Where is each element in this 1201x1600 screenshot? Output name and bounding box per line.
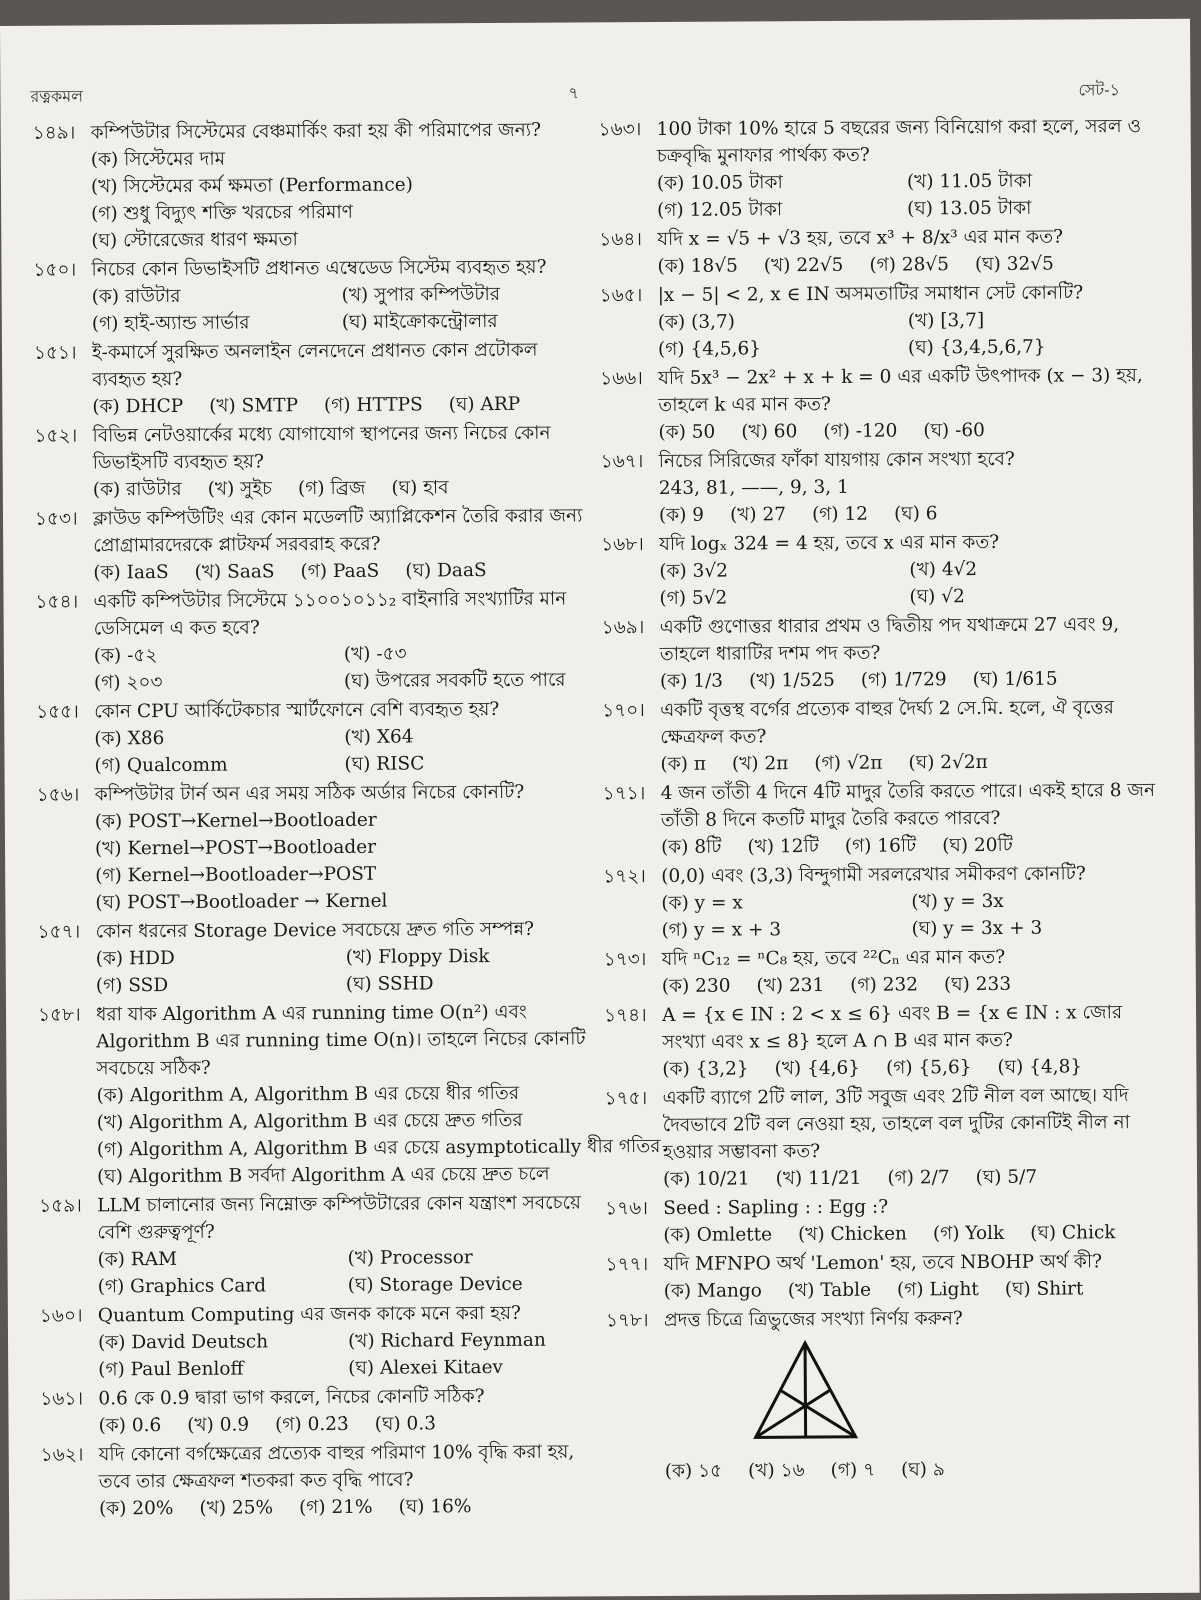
- option-2: (খ) [3,7]: [907, 309, 985, 332]
- right-column: [599, 113, 1167, 1487]
- question-item: [604, 1082, 1165, 1193]
- question-text: বিভিন্ন নেটওয়ার্কের মধ্যে যোগাযোগ স্থাপনের জন্য নিচের কোন ডিভাইসটি ব্যবহৃত হয়?: [92, 422, 551, 474]
- option-2: (খ) ১৬: [748, 1460, 805, 1482]
- question-stem: [605, 1192, 1165, 1222]
- option-4: (ঘ) {4,8}: [997, 1056, 1083, 1078]
- option-4: (ঘ) 2√2π: [908, 751, 988, 774]
- options-group: [601, 555, 1161, 612]
- question-item: [603, 860, 1163, 944]
- options-group: [36, 639, 586, 696]
- option-2: (খ) 4√2: [909, 559, 978, 581]
- question-number: ১৬৬।: [600, 368, 643, 390]
- option-4: (ঘ) Algorithm B সর্বদা Algorithm A এর চেয়ে দ্রুত চলে: [96, 1163, 550, 1188]
- question-number: ১৭৭।: [605, 1254, 649, 1276]
- question-text: কম্পিউটার টার্ন অন এর সময় সঠিক অর্ডার নিচের কোনটি?: [94, 781, 525, 806]
- question-number: ১৭৩।: [603, 949, 647, 971]
- option-1: (ক) 230: [661, 975, 731, 997]
- options-group: [33, 143, 584, 254]
- question-number: ১৫৫।: [36, 701, 79, 723]
- question-item: [33, 253, 583, 337]
- question-text: একটি বৃত্তস্থ বর্গের প্রত্যেক বাহুর দৈর্ঘ্য 2 সে.মি. হলে, ঐ বৃত্তের ক্ষেত্রফল কত?: [660, 697, 1114, 748]
- option-1: (ক) 0.6̇: [98, 1415, 162, 1437]
- option-4: (ঘ) মাইক্রোকন্ট্রোলার: [341, 310, 498, 333]
- option-2: (খ) 11/21: [775, 1167, 862, 1190]
- question-number: ১৫৩।: [34, 508, 78, 530]
- option-4: (ঘ) 233: [943, 973, 1012, 996]
- option-3: (গ) ৭: [830, 1459, 876, 1481]
- option-2: (খ) -৫৩: [343, 643, 407, 665]
- option-3: (গ) 0.2̇3̇: [275, 1413, 349, 1436]
- question-text: নিচের কোন ডিভাইসটি প্রধানত এম্বেডেড সিস্টেম ব্যবহৃত হয়?: [91, 256, 547, 281]
- question-stem: [34, 336, 584, 393]
- option-3: (গ) Qualcomm: [94, 754, 228, 777]
- options-group: [39, 1243, 589, 1300]
- question-item: [602, 694, 1162, 778]
- question-text: ই-কমার্সে সুরক্ষিত অনলাইন লেনদেনে প্রধানত কোন প্রটোকল ব্যবহৃত হয়?: [91, 339, 538, 391]
- question-text: যদি MFNPO অর্থ 'Lemon' হয়, তবে NBOHP অর্থ কী?: [663, 1251, 1103, 1275]
- option-2: (খ) {4,6}: [774, 1057, 861, 1080]
- question-item: [39, 1189, 590, 1300]
- option-1: (ক) 10.05 টাকা: [656, 172, 783, 194]
- options-group: [605, 1163, 1165, 1193]
- question-stem: [34, 419, 584, 476]
- option-1: (ক) David Deutsch: [97, 1331, 269, 1354]
- question-stem: [38, 998, 588, 1082]
- question-item: [599, 113, 1160, 224]
- option-1: (ক) Omlette: [663, 1224, 773, 1246]
- question-text: কম্পিউটার সিস্টেমের বেঞ্চমার্কিং করা হয় কী পরিমাপের জন্য?: [90, 119, 542, 144]
- question-number: ১৫৮।: [37, 1004, 81, 1026]
- options-group: [607, 1455, 1167, 1485]
- option-1: (ক) {3,2}: [662, 1058, 749, 1080]
- question-number: ১৭৪।: [603, 1005, 647, 1027]
- options-group: [599, 250, 1159, 280]
- question-item: [41, 1438, 591, 1522]
- question-text: |x − 5| < 2, x ∈ IN অসমতাটির সমাধান সেট কোনটি?: [657, 282, 1084, 306]
- question-number: ১৭০।: [602, 700, 645, 722]
- option-2: (খ) 2π: [731, 753, 789, 775]
- question-number: ১৫১।: [33, 342, 77, 364]
- question-stem: [37, 778, 587, 808]
- option-1: (ক) X86: [94, 728, 165, 750]
- question-stem: [601, 528, 1161, 558]
- option-3: (গ) Graphics Card: [97, 1275, 267, 1298]
- question-text: Quantum Computing এর জনক কাকে মনে করা হয়?: [97, 1302, 521, 1327]
- question-item: [37, 778, 588, 916]
- option-1: (ক) 20%: [98, 1497, 174, 1520]
- option-1: (ক) POST→Kernel→Bootloader: [94, 809, 377, 833]
- question-stem: [602, 611, 1162, 668]
- option-4: (ঘ) -60: [923, 419, 985, 442]
- options-group: [35, 556, 585, 586]
- option-3: (গ) 5√2: [659, 587, 728, 609]
- option-4: (ঘ) √2: [909, 586, 965, 608]
- options-group: [600, 306, 1160, 363]
- options-group: [40, 1326, 590, 1383]
- option-3: (গ) 21%: [298, 1496, 373, 1519]
- question-item: [35, 585, 586, 696]
- option-2: (খ) 12টি: [747, 836, 819, 858]
- question-item: [601, 445, 1161, 529]
- question-item: [40, 1299, 590, 1383]
- option-3: (গ) Kernel→Bootloader→POST: [95, 863, 377, 887]
- page-number: ৭: [568, 83, 579, 103]
- option-3: (গ) ব্রিজ: [297, 477, 366, 500]
- options-group: [606, 1275, 1166, 1305]
- question-item: [602, 611, 1162, 695]
- option-1: (ক) y = x: [661, 892, 743, 914]
- question-item: [604, 943, 1164, 1000]
- question-item: [35, 502, 585, 586]
- question-item: [606, 1304, 1167, 1485]
- option-2: (খ) Kernel→POST→Bootloader: [94, 836, 377, 860]
- option-1: (ক) সিস্টেমের দাম: [90, 148, 226, 171]
- option-1: (ক) HDD: [95, 947, 175, 970]
- question-item: [34, 419, 584, 503]
- option-4: (ঘ) 5/7: [975, 1166, 1038, 1189]
- question-text: 4 জন তাঁতী 4 দিনে 4টি মাদুর তৈরি করতে পারে। একই হারে 8 জন তাঁতী 8 দিনে কতটি মাদুর তৈরি করতে পারবে?: [660, 779, 1156, 831]
- question-item: [605, 1248, 1165, 1305]
- question-stem: [599, 113, 1159, 170]
- options-group: [34, 280, 584, 337]
- option-4: (ঘ) Shirt: [1004, 1278, 1084, 1300]
- question-number: ১৫৯।: [39, 1195, 82, 1217]
- option-3: (গ) 232: [850, 974, 919, 996]
- option-2: (খ) Richard Feynman: [347, 1329, 546, 1352]
- option-3: (গ) হাই-অ্যান্ড সার্ভার: [91, 312, 250, 335]
- question-number: ১৬৩।: [598, 119, 642, 141]
- question-stem: [35, 502, 585, 559]
- question-number: ১৭১।: [602, 783, 646, 805]
- option-3: (গ) 12: [811, 503, 869, 526]
- question-stem: [40, 1299, 590, 1329]
- option-1: (ক) -৫২: [93, 645, 158, 667]
- option-2: (খ) 1/525: [748, 669, 835, 692]
- option-2: (খ) Algorithm A, Algorithm B এর চেয়ে দ্রুত গতির: [96, 1109, 523, 1134]
- option-2: (খ) 231: [756, 974, 825, 997]
- question-stem: [37, 915, 587, 945]
- question-stem: [33, 116, 583, 146]
- option-2: (খ) 27: [729, 504, 787, 526]
- option-3: (গ) 1/729: [860, 669, 947, 691]
- option-3: (গ) 2/7: [887, 1167, 950, 1189]
- option-3: (গ) -120: [823, 420, 898, 442]
- option-3: (গ) Paul Benloff: [98, 1358, 244, 1381]
- question-item: [40, 1382, 590, 1439]
- options-group: [605, 1219, 1165, 1249]
- option-4: (ঘ) 20টি: [942, 834, 1013, 857]
- question-item: [600, 362, 1160, 446]
- question-stem: [606, 1304, 1166, 1334]
- option-3: (গ) Light: [896, 1279, 979, 1301]
- option-2: (খ) SMTP: [209, 395, 299, 417]
- question-text: নিচের সিরিজের ফাঁকা যায়গায় কোন সংখ্যা হবে?: [658, 448, 1015, 472]
- question-item: [604, 999, 1164, 1083]
- options-group: [600, 416, 1160, 446]
- option-3: (গ) 28√5: [869, 254, 950, 276]
- option-1: (ক) রাউটার: [91, 285, 181, 308]
- options-group: [37, 805, 588, 916]
- question-stem: [33, 253, 583, 283]
- question-number: ১৫৭।: [37, 921, 81, 943]
- option-4: (ঘ) স্টোরেজের ধারণ ক্ষমতা: [91, 229, 298, 252]
- question-number: ১৫০।: [33, 259, 77, 281]
- option-3: (গ) √2π: [814, 752, 883, 775]
- option-4: (ঘ) Chick: [1030, 1222, 1116, 1244]
- question-number: ১৭৬।: [605, 1198, 648, 1220]
- question-text: একটি কম্পিউটার সিস্টেমে ১১০০১০১১₂ বাইনারি সংখ্যাটির মান ডেসিমেল এ কত হবে?: [93, 588, 567, 640]
- option-4: (ঘ) ARP: [448, 393, 521, 416]
- option-2: (খ) সুপার কম্পিউটার: [341, 283, 501, 306]
- question-item: [600, 279, 1160, 363]
- question-item: [33, 116, 584, 254]
- question-number: ১৭২।: [603, 866, 646, 888]
- question-text: (0,0) এবং (3,3) বিন্দুগামী সরলরেখার সমীকরণ কোনটি?: [661, 863, 1086, 887]
- question-text: কোন ধরনের Storage Device সবচেয়ে দ্রুত গতি সম্পন্ন?: [95, 918, 535, 943]
- option-3: (গ) Yolk: [932, 1222, 1005, 1245]
- question-text: যদি কোনো বর্গক্ষেত্রের প্রত্যেক বাহুর পরিমাণ 10% বৃদ্ধি করা হয়, তবে তার ক্ষেত্রফল শতকরা কত বৃদ্ধি পাবে?: [98, 1441, 575, 1493]
- option-4: (ঘ) DaaS: [405, 560, 487, 582]
- options-group: [604, 1053, 1164, 1083]
- option-2: (খ) Table: [787, 1279, 872, 1302]
- option-3: (গ) HTTPS: [323, 394, 423, 417]
- option-2: (খ) সুইচ: [207, 478, 273, 500]
- question-text: একটি ব্যাগে 2টি লাল, 3টি সবুজ এবং 2টি নীল বল আছে। যদি দৈবভাবে 2টি বল নেওয়া হয়, তাহলে বল দুটির কোনটিই নীল না হওয়ার সম্ভাবনা কত?: [662, 1085, 1131, 1163]
- option-3: (গ) 16টি: [844, 835, 917, 857]
- option-4: (ঘ) ৯: [901, 1459, 945, 1481]
- option-4: (ঘ) POST→Bootloader → Kernel: [95, 890, 388, 914]
- options-group: [34, 390, 584, 420]
- question-item: [599, 223, 1159, 280]
- option-4: (ঘ) Alexei Kitaev: [348, 1356, 504, 1379]
- option-3: (গ) SSD: [95, 974, 169, 997]
- option-2: (খ) 25%: [199, 1497, 274, 1519]
- question-stem: [601, 445, 1161, 475]
- series-line: 243, 81, ——, 9, 3, 1: [658, 476, 849, 499]
- question-number: ১৫৪।: [35, 591, 79, 613]
- exam-page: [0, 19, 1200, 1600]
- option-1: (ক) ১৫: [664, 1460, 723, 1482]
- option-1: (ক) RAM: [97, 1248, 178, 1271]
- option-2: (খ) সিস্টেমের কর্ম ক্ষমতা (Performance): [90, 174, 413, 198]
- question-stem: [36, 695, 586, 725]
- option-3: (গ) Algorithm A, Algorithm B এর চেয়ে asymptotically ধীর গতির: [96, 1135, 661, 1161]
- question-stem: [605, 1248, 1165, 1278]
- option-3: (গ) 12.05 টাকা: [657, 199, 783, 221]
- question-text: 100 টাকা 10% হারে 5 বছরের জন্য বিনিয়োগ করা হলে, সরল ও চক্রবৃদ্ধি মুনাফার পার্থক্য কত?: [656, 116, 1142, 167]
- option-3: (গ) {5,6}: [885, 1057, 972, 1079]
- question-stem: [602, 694, 1162, 751]
- question-stem: [603, 860, 1163, 890]
- question-stem: [600, 362, 1160, 419]
- option-3: (গ) PaaS: [300, 560, 380, 583]
- option-1: (ক) DHCP: [92, 395, 184, 418]
- question-number: ১৫২।: [34, 425, 78, 447]
- question-number: ১৬৭।: [600, 451, 644, 473]
- question-text: যদি x = √5 + √3 হয়, তবে x³ + 8/x³ এর মান কত?: [657, 226, 1064, 250]
- option-1: (ক) 9: [658, 504, 705, 526]
- option-4: (ঘ) {3,4,5,6,7}: [907, 336, 1046, 359]
- option-2: (খ) 11.05 টাকা: [906, 170, 1033, 193]
- triangle-figure: [606, 1331, 1167, 1458]
- option-4: (ঘ) 0.3̇: [374, 1413, 437, 1435]
- option-4: (ঘ) 1/615: [972, 668, 1058, 691]
- option-1: (ক) 18√5: [657, 255, 738, 277]
- options-group: [40, 1409, 590, 1439]
- question-text: যদি logₓ 324 = 4 হয়, তবে x এর মান কত?: [659, 531, 1000, 555]
- question-text: A = {x ∈ IN : 2 < x ≤ 6} এবং B = {x ∈ IN : x জোর সংখ্যা এবং x ≤ 8} হলে A ∩ B এর মান কত?: [661, 1002, 1123, 1053]
- options-group: [38, 942, 588, 999]
- options-group: [35, 473, 585, 503]
- question-number: ১৬৫।: [599, 285, 643, 307]
- question-text: ক্লাউড কম্পিউটিং এর কোন মডেলটি অ্যাপ্লিকেশন তৈরি করার জন্য প্রোগ্রামারদেরকে প্লাটফর্ম সরবরাহ করে?: [92, 505, 583, 557]
- options-group: [603, 887, 1163, 944]
- option-4: (ঘ) হাব: [391, 477, 449, 499]
- set-label: সেট-১: [1078, 80, 1121, 100]
- option-4: (ঘ) 6: [893, 503, 938, 525]
- question-text: যদি ⁿC₁₂ = ⁿC₈ হয়, তবে ²²Cₙ এর মান কত?: [661, 946, 1006, 970]
- option-1: (ক) 10/21: [662, 1168, 750, 1190]
- option-3: (গ) y = x + 3: [661, 919, 782, 941]
- question-number: ১৬০।: [39, 1305, 83, 1327]
- option-1: (ক) π: [660, 753, 707, 775]
- option-2: (খ) Chicken: [797, 1223, 908, 1246]
- option-4: (ঘ) Storage Device: [347, 1273, 523, 1296]
- option-4: (ঘ) y = 3x + 3: [911, 917, 1043, 940]
- question-text: যদি 5x³ − 2x² + x + k = 0 এর একটি উৎপাদক (x − 3) হয়, তাহলে k এর মান কত?: [658, 365, 1143, 416]
- question-text: Seed : Sapling : : Egg :?: [663, 1196, 889, 1219]
- question-stem: [600, 279, 1160, 309]
- option-1: (ক) 1/3: [659, 670, 724, 692]
- option-2: (খ) X64: [344, 726, 414, 748]
- options-group: [604, 970, 1164, 1000]
- question-text: প্রদত্ত চিত্রে ত্রিভুজের সংখ্যা নির্ণয় করুন?: [663, 1308, 963, 1331]
- option-2: (খ) 0.9̇: [187, 1414, 250, 1436]
- question-item: [36, 695, 586, 779]
- options-group: [601, 499, 1161, 529]
- option-2: (খ) 60: [741, 421, 798, 443]
- options-group: [602, 748, 1162, 778]
- question-stem: [35, 585, 585, 642]
- question-number: ১৫৬।: [36, 784, 80, 806]
- option-4: (ঘ) 16%: [398, 1496, 472, 1518]
- option-3: (গ) {4,5,6}: [657, 338, 762, 360]
- question-number: ১৭৫।: [604, 1088, 648, 1110]
- question-text: LLM চালানোর জন্য নিম্নোক্ত কম্পিউটারের কোন যন্ত্রাংশ সবচেয়ে বেশি গুরুত্বপূর্ণ?: [97, 1192, 581, 1244]
- option-1: (ক) (3,7): [657, 311, 736, 333]
- option-4: (ঘ) SSHD: [345, 973, 434, 995]
- option-2: (খ) SaaS: [194, 561, 275, 583]
- question-number: ১৬৮।: [601, 534, 644, 556]
- option-1: (ক) 3√2: [659, 560, 729, 582]
- question-number: ১৬৯।: [601, 617, 645, 639]
- option-1: (ক) Mango: [663, 1280, 762, 1302]
- option-2: (খ) Processor: [347, 1247, 473, 1269]
- options-group: [599, 167, 1159, 224]
- option-1: (ক) 50: [658, 421, 716, 443]
- option-1: (ক) রাউটার: [92, 478, 182, 501]
- options-group: [603, 831, 1163, 861]
- question-number: ১৬২।: [40, 1444, 84, 1466]
- options-group: [36, 722, 586, 779]
- question-text: কোন CPU আর্কিটেকচার স্মার্টফোনে বেশি ব্যবহৃত হয়?: [94, 698, 500, 723]
- question-stem: [604, 1082, 1164, 1166]
- option-2: (খ) y = 3x: [911, 890, 1004, 913]
- question-text: ধরা যাক Algorithm A এর running time O(n²) এবং Algorithm B এর running time O(n)। তাহলে নিচের কোনটি সবচেয়ে সঠিক?: [95, 1001, 586, 1080]
- question-stem: [603, 777, 1163, 834]
- option-4: (ঘ) উপরের সবকটি হতে পারে: [343, 669, 566, 692]
- question-text: 0.6̇ কে 0.9̇ দ্বারা ভাগ করলে, নিচের কোনটি সঠিক?: [98, 1386, 485, 1410]
- option-4: (ঘ) 13.05 টাকা: [907, 197, 1032, 220]
- question-item: [34, 336, 584, 420]
- question-number: ১৬৪।: [599, 229, 643, 251]
- options-group: [602, 665, 1162, 695]
- question-item: [605, 1192, 1165, 1249]
- option-2: (খ) Floppy Disk: [345, 946, 490, 968]
- question-item: [603, 777, 1163, 861]
- question-number: ১৪৯।: [32, 122, 76, 144]
- options-group: [41, 1492, 591, 1522]
- question-number: ১৬১।: [40, 1388, 84, 1410]
- question-text: একটি গুণোত্তর ধারার প্রথম ও দ্বিতীয় পদ যথাক্রমে 27 এবং 9, তাহলে ধারাটির দশম পদ কত?: [659, 614, 1120, 665]
- question-stem: [599, 223, 1159, 253]
- question-stem: [604, 943, 1164, 973]
- question-number: ১৭৮।: [605, 1310, 649, 1332]
- option-3: (গ) শুধু বিদ্যুৎ শক্তি খরচের পরিমাণ: [91, 201, 354, 225]
- question-item: [37, 915, 587, 999]
- question-item: [601, 528, 1161, 612]
- option-4: (ঘ) 32√5: [974, 253, 1054, 276]
- option-2: (খ) 22√5: [763, 254, 844, 277]
- question-stem: [39, 1189, 589, 1246]
- option-1: (ক) 8টি: [660, 836, 722, 858]
- option-1: (ক) Algorithm A, Algorithm B এর চেয়ে ধীর গতির: [96, 1082, 520, 1107]
- question-stem: [604, 999, 1164, 1056]
- option-4: (ঘ) RISC: [344, 753, 425, 775]
- option-3: (গ) ২০৩: [93, 672, 163, 694]
- option-1: (ক) IaaS: [93, 561, 169, 584]
- question-stem: [40, 1382, 590, 1412]
- question-stem: [41, 1438, 591, 1495]
- publisher-name: রত্নকমল: [30, 86, 84, 106]
